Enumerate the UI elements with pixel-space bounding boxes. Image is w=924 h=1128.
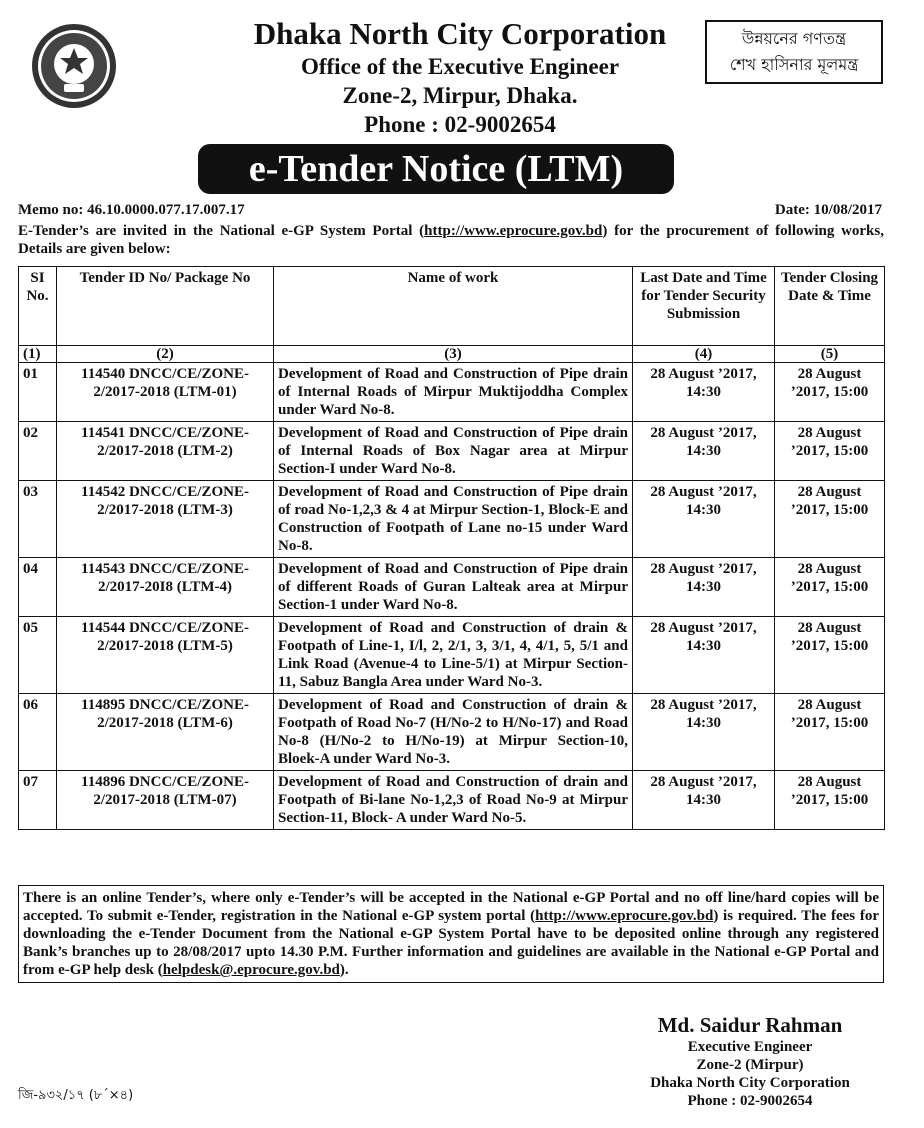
- row-tender-id: 114540 DNCC/CE/ZONE-2/2017-2018 (LTM-01): [57, 363, 274, 422]
- note-part-1: There is an online Tender’s, where only e-Tender’s will be accepted in the National e-GP Portal and no off line/hard copies will be accepted. To submit e-Tender, registration in the National e-GP system portal (: [23, 890, 879, 924]
- row-tender-id: 114896 DNCC/CE/ZONE-2/2017-2018 (LTM-07): [57, 771, 274, 830]
- row-last-date: 28 August ’2017, 14:30: [633, 617, 775, 694]
- row-closing: 28 August ’2017, 15:00: [775, 617, 885, 694]
- office-name: Office of the Executive Engineer: [300, 54, 620, 79]
- row-sl: 02: [19, 422, 57, 481]
- table-row: [19, 422, 885, 481]
- row-closing: 28 August ’2017, 15:00: [775, 558, 885, 617]
- intro-link[interactable]: http://www.eprocure.gov.bd: [424, 223, 603, 239]
- header-closing: Tender Closing Date & Time: [775, 267, 885, 346]
- row-sl: 05: [19, 617, 57, 694]
- row-work: Development of Road and Construction of Pipe drain of Internal Roads of Mirpur Muktijoddha Complex under Ward No-8.: [274, 363, 633, 422]
- note-part-2: ) is required. The fees for downloading the e-Tender Document from the National e-GP System Portal have to be deposited online through any registered Bank’s branches up to 28/08/2017 upto 14.30 P.M. Further information and guidelines are available in the National e-GP Portal and from e-GP help desk (: [23, 908, 879, 978]
- index-3: (3): [274, 346, 633, 363]
- row-sl: 07: [19, 771, 57, 830]
- index-1: (1): [19, 346, 57, 363]
- header-tender-id: Tender ID No/ Package No: [57, 267, 274, 346]
- signature-block: [600, 1012, 900, 1110]
- memo-date: Date: 10/08/2017: [774, 202, 882, 218]
- header-work: Name of work: [274, 267, 633, 346]
- tender-table: [18, 266, 885, 830]
- signatory-phone: Phone : 02-9002654: [687, 1093, 813, 1109]
- table-row: [19, 771, 885, 830]
- row-work: Development of Road and Construction of Pipe drain of road No-1,2,3 & 4 at Mirpur Section-1, Block-E and Construction of Footpath of Lane no-15 under Ward No-8.: [274, 481, 633, 558]
- row-closing: 28 August ’2017, 15:00: [775, 422, 885, 481]
- row-sl: 01: [19, 363, 57, 422]
- org-name: Dhaka North City Corporation: [253, 16, 667, 51]
- row-closing: 28 August ’2017, 15:00: [775, 481, 885, 558]
- row-closing: 28 August ’2017, 15:00: [775, 363, 885, 422]
- row-last-date: 28 August ’2017, 14:30: [633, 422, 775, 481]
- row-tender-id: 114542 DNCC/CE/ZONE-2/2017-2018 (LTM-3): [57, 481, 274, 558]
- row-tender-id: 114543 DNCC/CE/ZONE-2/2017-20I8 (LTM-4): [57, 558, 274, 617]
- row-sl: 06: [19, 694, 57, 771]
- row-last-date: 28 August ’2017, 14:30: [633, 363, 775, 422]
- intro-text: [18, 222, 884, 258]
- signatory-name: Md. Saidur Rahman: [657, 1013, 843, 1037]
- notice-banner: e-Tender Notice (LTM): [198, 144, 674, 194]
- signatory-title: Executive Engineer: [687, 1039, 813, 1055]
- note-part-3: ).: [339, 962, 349, 978]
- row-last-date: 28 August ’2017, 14:30: [633, 771, 775, 830]
- intro-after: ) for the procurement of following works, Details are given below:: [18, 223, 884, 257]
- row-last-date: 28 August ’2017, 14:30: [633, 481, 775, 558]
- header-last-date: Last Date and Time for Tender Security Submission: [633, 267, 775, 346]
- slogan-box: [705, 20, 883, 84]
- table-row: [19, 617, 885, 694]
- header-phone: Phone : 02-9002654: [364, 112, 556, 137]
- dncc-seal-icon: [30, 22, 118, 110]
- note-portal-link[interactable]: http://www.eprocure.gov.bd: [535, 908, 714, 924]
- signatory-org: Dhaka North City Corporation: [650, 1075, 850, 1091]
- header-sl: SI No.: [19, 267, 57, 346]
- instructions-note: [18, 885, 884, 983]
- table-header-row: [19, 267, 885, 346]
- row-sl: 04: [19, 558, 57, 617]
- row-work: Development of Road and Construction of drain & Footpath of Line-1, I/l, 2, 2/1, 3, 3/1, 4, 4/1, 5, 5/1 and Link Road (Avenue-4 to Line-5/1) at Mirpur Section-11, Sabuz Bangla Area under Ward No-3.: [274, 617, 633, 694]
- slogan-line-2: শেখ হাসিনার মূলমন্ত্র: [729, 55, 859, 74]
- row-sl: 03: [19, 481, 57, 558]
- index-2: (2): [57, 346, 274, 363]
- row-work: Development of Road and Construction of Pipe drain of different Roads of Guran Lalteak area at Mirpur Section-1 under Ward No-8.: [274, 558, 633, 617]
- row-tender-id: 114541 DNCC/CE/ZONE-2/2017-2018 (LTM-2): [57, 422, 274, 481]
- index-5: (5): [775, 346, 885, 363]
- row-closing: 28 August ’2017, 15:00: [775, 694, 885, 771]
- row-work: Development of Road and Construction of Pipe drain of Internal Roads of Box Nagar area at Mirpur Section-I under Ward No-8.: [274, 422, 633, 481]
- header: [150, 16, 770, 139]
- print-code: জি-৯৩২/১৭ (৮´×৪): [18, 1088, 134, 1103]
- row-last-date: 28 August ’2017, 14:30: [633, 558, 775, 617]
- row-tender-id: 114895 DNCC/CE/ZONE-2/2017-2018 (LTM-6): [57, 694, 274, 771]
- table-row: [19, 481, 885, 558]
- table-index-row: [19, 346, 885, 363]
- signatory-zone: Zone-2 (Mirpur): [696, 1057, 804, 1073]
- table-row: [19, 694, 885, 771]
- row-work: Development of Road and Construction of drain & Footpath of Road No-7 (H/No-2 to H/No-17) and Road No-8 (H/No-2 to H/No-19) at Mirpur Section-10, Bloek-A under Ward No-3.: [274, 694, 633, 771]
- row-work: Development of Road and Construction of drain and Footpath of Bi-lane No-1,2,3 of Road No-9 at Mirpur Section-11, Block- A under Ward No-5.: [274, 771, 633, 830]
- row-closing: 28 August ’2017, 15:00: [775, 771, 885, 830]
- index-4: (4): [633, 346, 775, 363]
- row-last-date: 28 August ’2017, 14:30: [633, 694, 775, 771]
- table-row: [19, 558, 885, 617]
- memo-number: Memo no: 46.10.0000.077.17.007.17: [18, 202, 245, 218]
- zone-address: Zone-2, Mirpur, Dhaka.: [342, 83, 578, 108]
- row-tender-id: 114544 DNCC/CE/ZONE-2/2017-2018 (LTM-5): [57, 617, 274, 694]
- slogan-line-1: উন্নয়নের গণতন্ত্র: [741, 29, 847, 48]
- note-helpdesk-link[interactable]: helpdesk@.eprocure.gov.bd: [162, 962, 340, 978]
- intro-before: E-Tender’s are invited in the National e-GP System Portal (: [18, 223, 425, 239]
- table-row: [19, 363, 885, 422]
